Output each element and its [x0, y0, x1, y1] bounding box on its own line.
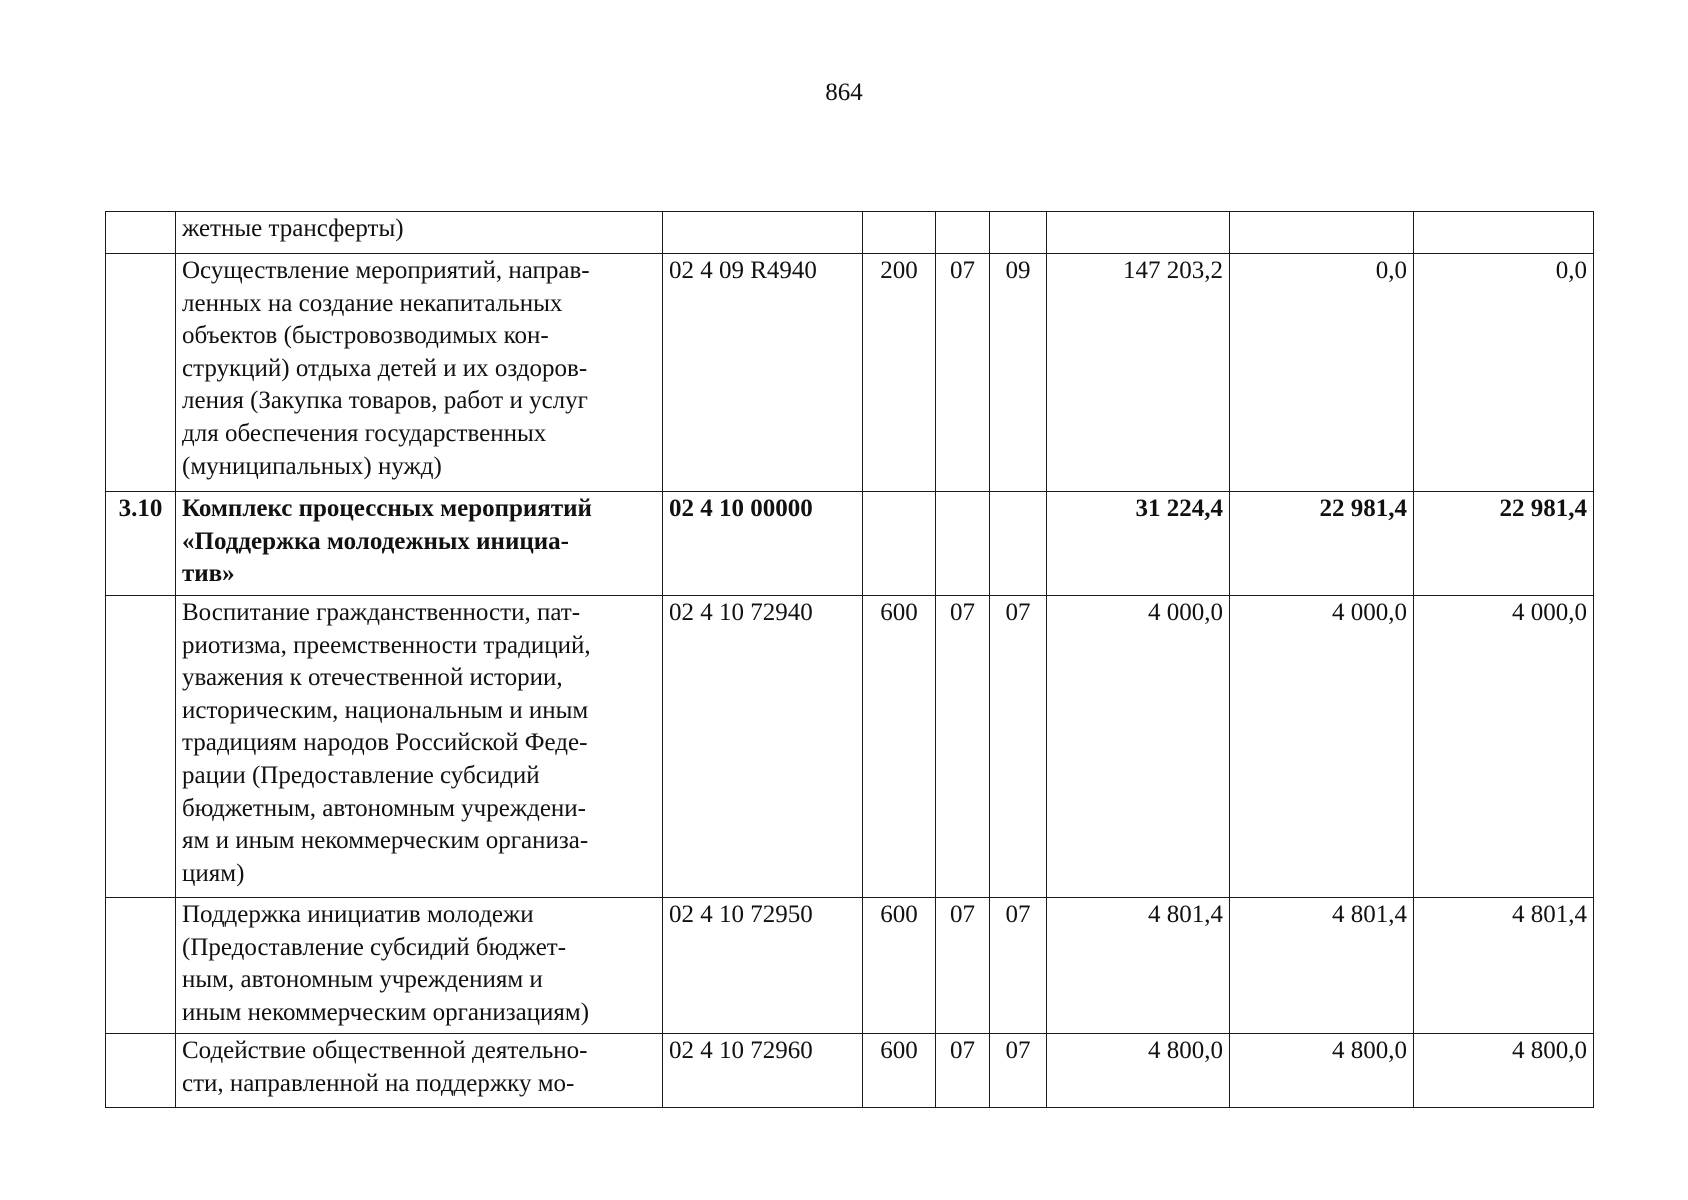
- budget-table: [105, 211, 1594, 1108]
- expense-type-cell: 200: [863, 254, 936, 492]
- expense-type-cell: 600: [863, 596, 936, 898]
- amount-year1-cell: 31 224,4: [1047, 492, 1230, 596]
- target-code-cell: 02 4 09 R4940: [663, 254, 863, 492]
- expense-type-cell: [863, 212, 936, 254]
- row-name-line: историческим, национальным и иным: [182, 696, 589, 724]
- row-name-line: ленных на создание некапитальных: [182, 289, 563, 317]
- amount-year3-cell: [1414, 212, 1594, 254]
- target-code-cell: 02 4 10 00000: [663, 492, 863, 596]
- amount-year1-cell: [1047, 212, 1230, 254]
- amount-year3-cell: 4 800,0: [1414, 1034, 1594, 1108]
- row-number-cell: [106, 254, 176, 492]
- row-name-line: струкций) отдыха детей и их оздоров-: [182, 354, 588, 382]
- row-name-line: (Предоставление субсидий бюджет-: [182, 933, 567, 961]
- table-row: [106, 212, 1594, 254]
- table-row: [106, 492, 1594, 596]
- page-number: 864: [825, 79, 863, 106]
- row-name-line: рации (Предоставление субсидий: [182, 761, 540, 789]
- row-name-line: бюджетным, автономным учреждени-: [182, 794, 586, 822]
- row-name-line: иным некоммерческим организациям): [182, 998, 590, 1026]
- subsection-cell: 09: [990, 254, 1047, 492]
- expense-type-cell: 600: [863, 898, 936, 1034]
- row-name-cell: [176, 898, 663, 1034]
- budget-table-body: [106, 212, 1594, 1108]
- target-code-cell: 02 4 10 72950: [663, 898, 863, 1034]
- table-row: [106, 898, 1594, 1034]
- row-name-line: сти, направленной на поддержку мо-: [182, 1069, 575, 1097]
- amount-year3-cell: 0,0: [1414, 254, 1594, 492]
- row-number-cell: [106, 596, 176, 898]
- amount-year1-cell: 147 203,2: [1047, 254, 1230, 492]
- subsection-cell: 07: [990, 898, 1047, 1034]
- row-name-cell: [176, 1034, 663, 1108]
- row-name-line: тив»: [182, 560, 235, 588]
- amount-year2-cell: [1230, 212, 1414, 254]
- row-name-line: Комплекс процессных мероприятий: [182, 495, 592, 522]
- amount-year1-cell: 4 000,0: [1047, 596, 1230, 898]
- row-number-cell: 3.10: [106, 492, 176, 596]
- section-cell: [936, 212, 990, 254]
- row-name-line: традициям народов Российской Феде-: [182, 729, 588, 757]
- subsection-cell: 07: [990, 596, 1047, 898]
- amount-year1-cell: 4 801,4: [1047, 898, 1230, 1034]
- row-name-line: (муниципальных) нужд): [182, 452, 442, 480]
- section-cell: 07: [936, 898, 990, 1034]
- subsection-cell: [990, 492, 1047, 596]
- section-cell: 07: [936, 254, 990, 492]
- row-name-line: жетные трансферты): [182, 215, 404, 242]
- row-name-line: Осуществление мероприятий, направ-: [182, 257, 590, 284]
- row-number-cell: [106, 212, 176, 254]
- row-number-cell: [106, 1034, 176, 1108]
- row-name-line: «Поддержка молодежных инициа-: [182, 527, 569, 555]
- row-name-line: Воспитание гражданственности, пат-: [182, 599, 581, 626]
- row-name-cell: [176, 596, 663, 898]
- subsection-cell: 07: [990, 1034, 1047, 1108]
- row-name-line: ям и иным некоммерческим организа-: [182, 827, 589, 855]
- target-code-cell: 02 4 10 72960: [663, 1034, 863, 1108]
- amount-year2-cell: 4 800,0: [1230, 1034, 1414, 1108]
- row-name-cell: [176, 492, 663, 596]
- table-row: [106, 254, 1594, 492]
- row-name-line: ным, автономным учреждениям и: [182, 966, 543, 994]
- row-name-line: для обеспечения государственных: [182, 419, 547, 447]
- row-name-line: циям): [182, 859, 245, 887]
- subsection-cell: [990, 212, 1047, 254]
- expense-type-cell: [863, 492, 936, 596]
- table-row: [106, 596, 1594, 898]
- amount-year2-cell: 0,0: [1230, 254, 1414, 492]
- target-code-cell: 02 4 10 72940: [663, 596, 863, 898]
- amount-year1-cell: 4 800,0: [1047, 1034, 1230, 1108]
- row-name-line: Содействие общественной деятельно-: [182, 1037, 588, 1064]
- section-cell: 07: [936, 1034, 990, 1108]
- row-name-line: риотизма, преемственности традиций,: [182, 631, 591, 659]
- row-number-cell: [106, 898, 176, 1034]
- section-cell: 07: [936, 596, 990, 898]
- row-name-cell: [176, 254, 663, 492]
- row-name-line: Поддержка инициатив молодежи: [182, 901, 534, 928]
- amount-year2-cell: 4 000,0: [1230, 596, 1414, 898]
- amount-year3-cell: 4 000,0: [1414, 596, 1594, 898]
- amount-year2-cell: 22 981,4: [1230, 492, 1414, 596]
- target-code-cell: [663, 212, 863, 254]
- amount-year3-cell: 22 981,4: [1414, 492, 1594, 596]
- expense-type-cell: 600: [863, 1034, 936, 1108]
- row-name-line: объектов (быстровозводимых кон-: [182, 322, 549, 350]
- section-cell: [936, 492, 990, 596]
- row-name-line: уважения к отечественной истории,: [182, 664, 563, 692]
- amount-year3-cell: 4 801,4: [1414, 898, 1594, 1034]
- row-name-cell: [176, 212, 663, 254]
- table-row: [106, 1034, 1594, 1108]
- amount-year2-cell: 4 801,4: [1230, 898, 1414, 1034]
- row-name-line: ления (Закупка товаров, работ и услуг: [182, 387, 588, 415]
